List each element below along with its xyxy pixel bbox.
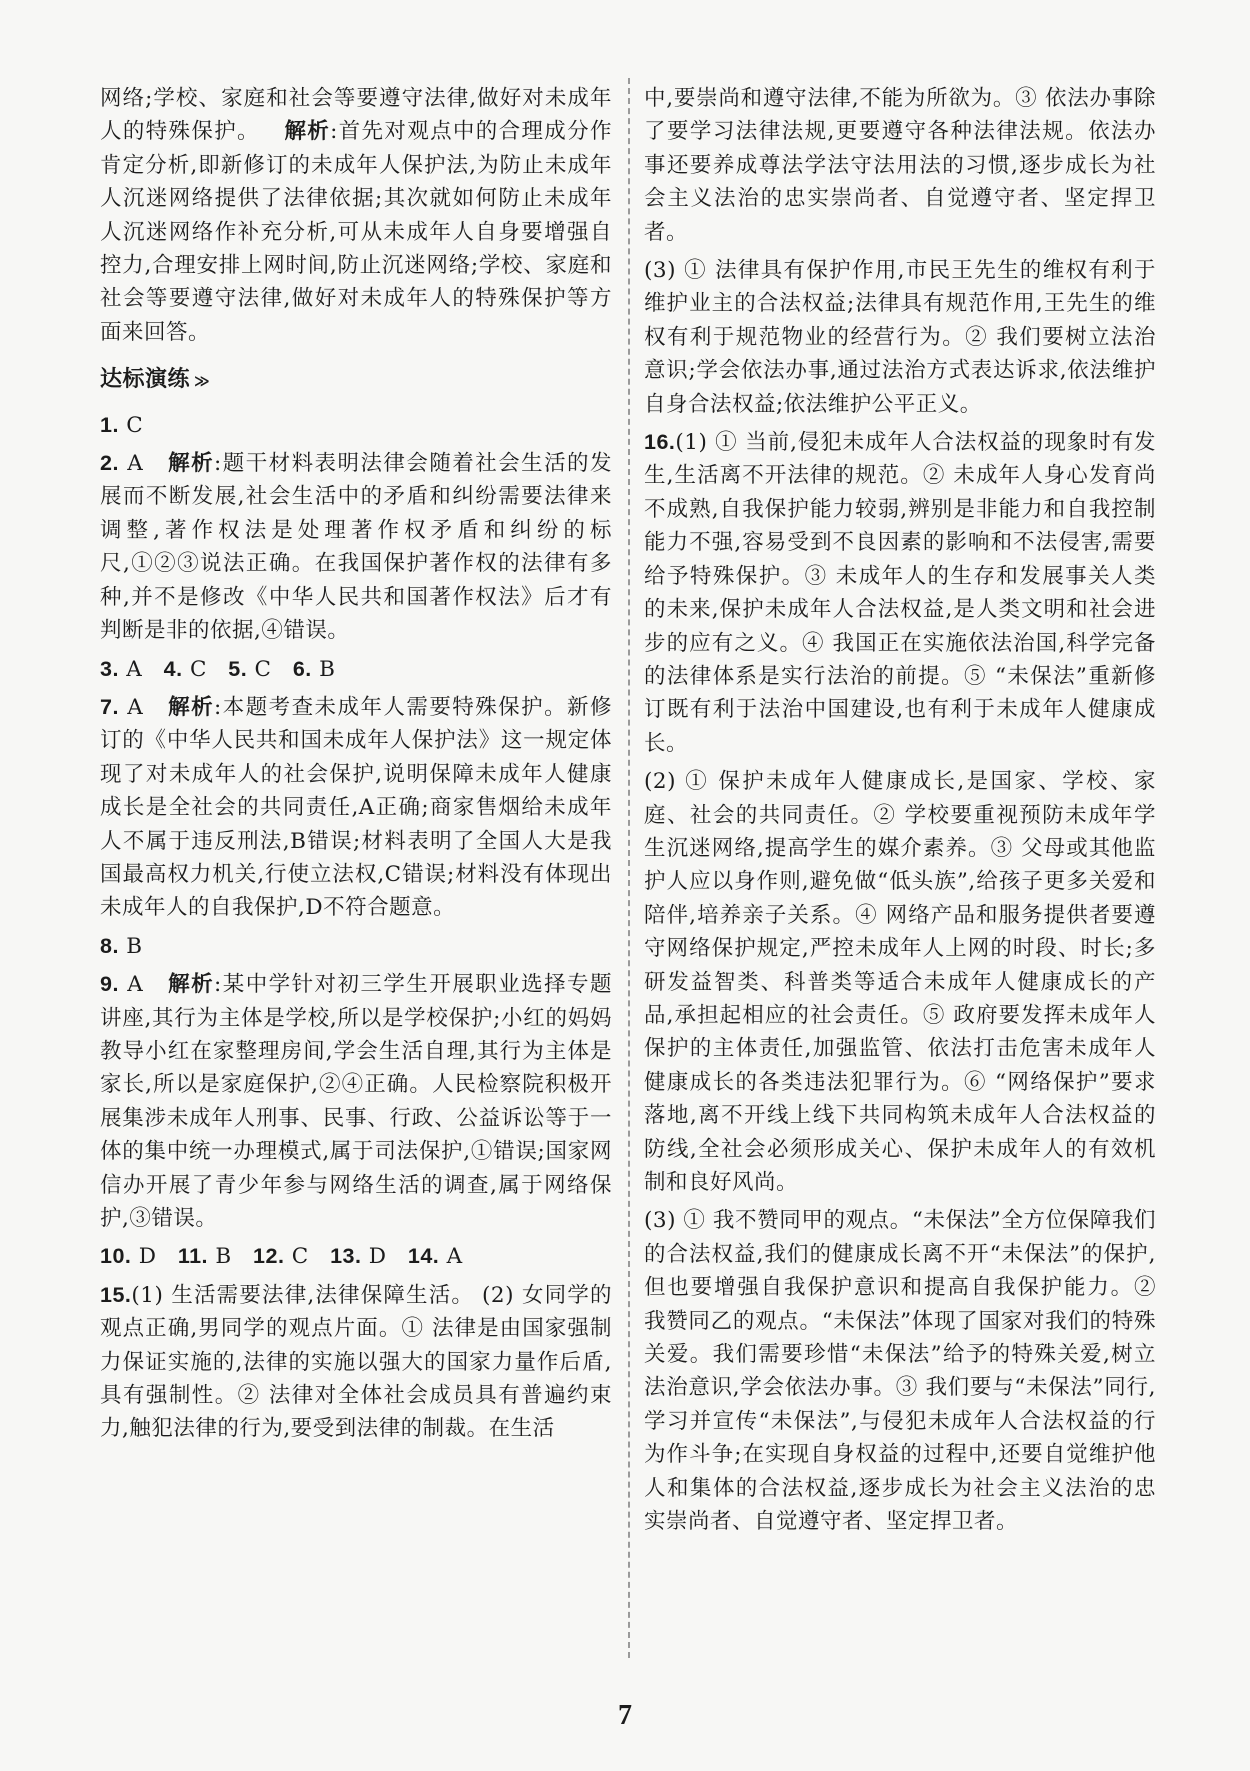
answer: B: [215, 1244, 232, 1270]
double-chevron-icon: ≫: [194, 372, 211, 391]
answer: C: [126, 412, 144, 438]
right-paragraph-4: (3) ① 我不赞同甲的观点。“未保法”全方位保障我们的合法权益,我们的健康成长离不开“未保法”的保护,但也要增强自我保护意识和提高自我保护能力。② 我赞同乙的观点。“未保法”体现了国家对我们的特殊关爱。我们需要珍惜“未保法”给予的特殊关爱,树立法治意识,学会依法办事。③ 我们要与“未保法”同行,学习并宣传“未保法”,与侵犯未成年人合法权益的行为作斗争;在实现自身权益的过程中,还要自觉维护他人和集体的合法权益,逐步成长为社会主义法治的忠实崇尚者、自觉遵守者、坚定捍卫者。: [644, 1208, 1156, 1535]
analysis-text: :题干材料表明法律会随着社会生活的发展而不断发展,社会生活中的矛盾和纠纷需要法律来调整,著作权法是处理著作权矛盾和纠纷的标尺,①②③说法正确。在我国保护著作权的法律有多种,并不是修改《中华人民共和国著作权法》后才有判断是非的依据,④错误。: [100, 451, 612, 644]
answer: C: [254, 656, 272, 682]
answer: C: [189, 656, 207, 682]
right-paragraph-2: (3) ① 法律具有保护作用,市民王先生的维权有利于维护业主的合法权益;法律具有规范作用,王先生的维权有利于规范物业的经营行为。② 我们要树立法治意识;学会依法办事,通过法治方式表达诉求,依法维护自身合法权益;依法维护公平正义。: [644, 258, 1156, 417]
answer: B: [126, 933, 143, 959]
left-p1-text: 网络;学校、家庭和社会等要遵守法律,做好对未成年人的特殊保护。: [100, 86, 612, 145]
questions-10-14: [100, 1240, 612, 1273]
answer-text: (1) ① 当前,侵犯未成年人合法权益的现象时有发生,生活离不开法律的规范。② 未成年人身心发育尚不成熟,自我保护能力较弱,辨别是非能力和自我控制能力不强,容易受到不良因素的影响和不法侵害,需要给予特殊保护。③ 未成年人的生存和发展事关人类的未来,保护未成年人合法权益,是人类文明和社会进步的应有之义。④ 我国正在实施依法治国,科学完备的法律体系是实行法治的前提。⑤ “未保法”重新修订既有利于法治中国建设,也有利于未成年人健康成长。: [644, 430, 1156, 756]
question-number: 12.: [253, 1244, 285, 1269]
question-number: 13.: [330, 1244, 362, 1269]
left-p1-analysis: :首先对观点中的合理成分作肯定分析,即新修订的未成年人保护法,为防止未成年人沉迷网络提供了法律依据;其次就如何防止未成年人沉迷网络作补充分析,可从未成年人自身要增强自控力,合理安排上网时间,防止沉迷网络;学校、家庭和社会等要遵守法律,做好对未成年人的特殊保护等方面来回答。: [100, 119, 612, 345]
answer: A: [127, 451, 144, 477]
question-2: [100, 447, 612, 647]
section-title-text: 达标演练: [100, 367, 191, 393]
answer: A: [126, 656, 143, 682]
question-7: [100, 691, 612, 925]
answer: A: [446, 1244, 463, 1270]
question-number: 2.: [100, 451, 119, 476]
question-number: 9.: [100, 972, 119, 997]
question-number: 11.: [177, 1244, 209, 1269]
question-number: 1.: [100, 412, 119, 437]
right-paragraph-3: (2) ① 保护未成年人健康成长,是国家、学校、家庭、社会的共同责任。② 学校要重视预防未成年学生沉迷网络,提高学生的媒介素养。③ 父母或其他监护人应以身作则,避免做“低头族”,给孩子更多关爱和陪伴,培养亲子关系。④ 网络产品和服务提供者要遵守网络保护规定,严控未成年人上网的时段、时长;多研发益智类、科普类等适合未成年人健康成长的产品,承担起相应的社会责任。⑤ 政府要发挥未成年人保护的主体责任,加强监管、依法打击危害未成年人健康成长的各类违法犯罪行为。⑥ “网络保护”要求落地,离不开线上线下共同构筑未成年人合法权益的防线,全社会必须形成关心、保护未成年人的有效机制和良好风尚。: [644, 769, 1156, 1195]
question-number: 7.: [100, 694, 119, 719]
question-number: 14.: [407, 1244, 440, 1269]
right-column: [644, 82, 1156, 1543]
questions-3-6: [100, 653, 612, 686]
question-number: 4.: [163, 656, 183, 681]
question-number: 5.: [228, 656, 248, 681]
question-9: [100, 968, 612, 1235]
answer: A: [127, 694, 144, 720]
section-title: [100, 363, 612, 398]
right-paragraph-1: 中,要崇尚和遵守法律,不能为所欲为。③ 依法办事除了要学习法律法规,更要遵守各种法律法规。依法办事还要养成尊法学法守法用法的习惯,逐步成长为社会主义法治的忠实崇尚者、自觉遵守者、坚定捍卫者。: [644, 86, 1156, 245]
question-number: 16.: [644, 430, 676, 455]
question-number: 15.: [100, 1282, 132, 1307]
question-number: 6.: [292, 656, 312, 681]
question-1: [100, 409, 612, 442]
answer: B: [319, 656, 336, 682]
question-number: 10.: [100, 1244, 132, 1269]
question-number: 8.: [100, 933, 119, 958]
analysis-label: 解析: [284, 119, 331, 145]
answer-text: (1) 生活需要法律,法律保障生活。 (2) 女同学的观点正确,男同学的观点片面。① 法律是由国家强制力保证实施的,法律的实施以强大的国家力量作后盾,具有强制性。② 法律对全体社会成员具有普遍约束力,触犯法律的行为,要受到法律的制裁。在生活: [100, 1282, 612, 1442]
answer: D: [138, 1244, 157, 1270]
answer: A: [127, 972, 144, 998]
analysis-label: 解析: [168, 451, 215, 477]
question-16: [644, 426, 1156, 760]
analysis-text: :某中学针对初三学生开展职业选择专题讲座,其行为主体是学校,所以是学校保护;小红的妈妈教导小红在家整理房间,学会生活自理,其行为主体是家长,所以是家庭保护,②④正确。人民检察院积极开展集涉未成年人刑事、民事、行政、公益诉讼等于一体的集中统一办理模式,属于司法保护,①错误;国家网信办开展了青少年参与网络生活的调查,属于网络保护,③错误。: [100, 972, 612, 1231]
page-number: 7: [618, 1700, 632, 1731]
question-15: [100, 1279, 612, 1446]
answer: C: [291, 1244, 309, 1270]
analysis-label: 解析: [168, 972, 215, 998]
question-number: 3.: [100, 656, 119, 681]
left-paragraph-1: [100, 82, 612, 349]
answer: D: [368, 1244, 387, 1270]
left-column: [100, 82, 612, 1451]
analysis-text: :本题考查未成年人需要特殊保护。新修订的《中华人民共和国未成年人保护法》这一规定体现了对未成年人的社会保护,说明保障未成年人健康成长是全社会的共同责任,A正确;商家售烟给未成年人不属于违反刑法,B错误;材料表明了全国人大是我国最高权力机关,行使立法权,C错误;材料没有体现出未成年人的自我保护,D不符合题意。: [100, 694, 612, 921]
analysis-label: 解析: [168, 694, 215, 720]
question-8: [100, 930, 612, 963]
column-divider: [628, 78, 630, 1658]
